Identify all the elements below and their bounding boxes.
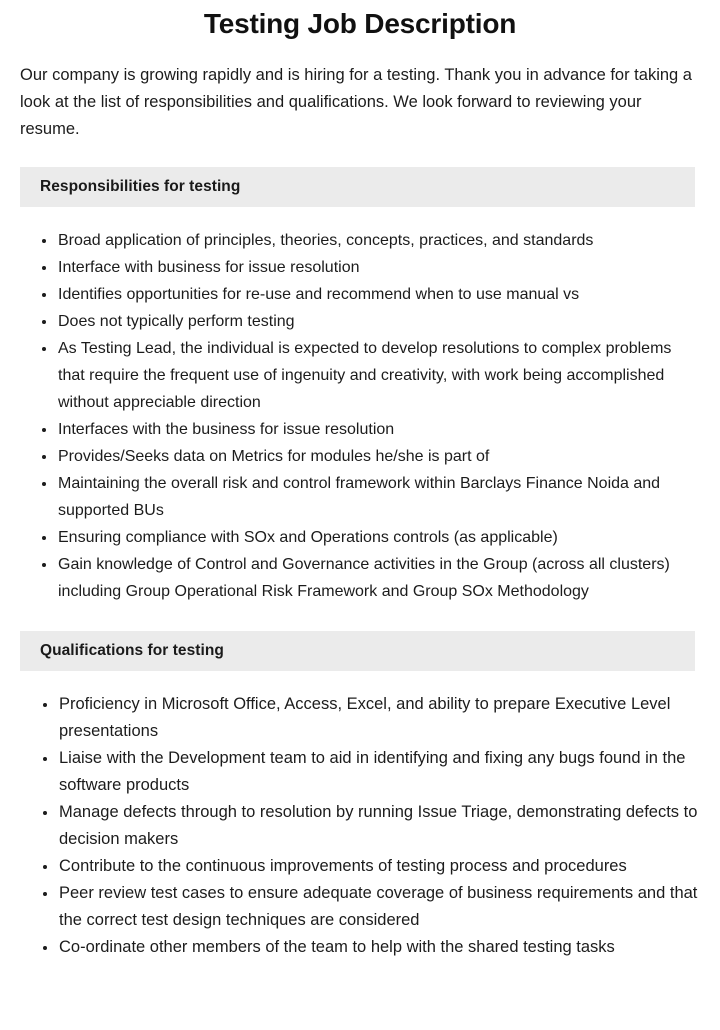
qualifications-list <box>0 691 720 961</box>
section-title-qualifications: Qualifications for testing <box>40 642 224 659</box>
page-title: Testing Job Description <box>203 8 517 39</box>
list-item: Gain knowledge of Control and Governance activities in the Group (across all clusters) including Group Operational Risk Framework and Group SOx Methodology <box>0 551 720 605</box>
list-item: Interfaces with the business for issue resolution <box>0 416 720 443</box>
list-item: Manage defects through to resolution by running Issue Triage, demonstrating defects to decision makers <box>0 799 720 853</box>
list-item: Broad application of principles, theories, concepts, practices, and standards <box>0 227 720 254</box>
list-item: Does not typically perform testing <box>0 308 720 335</box>
intro-paragraph: Our company is growing rapidly and is hiring for a testing. Thank you in advance for taking a look at the list of responsibilities and qualifications. We look forward to reviewing your resume. <box>20 66 692 138</box>
section-title-responsibilities: Responsibilities for testing <box>40 178 241 195</box>
list-item: Contribute to the continuous improvements of testing process and procedures <box>0 853 720 880</box>
list-item: Provides/Seeks data on Metrics for modules he/she is part of <box>0 443 720 470</box>
list-item: Maintaining the overall risk and control framework within Barclays Finance Noida and supported BUs <box>0 470 720 524</box>
list-item: Peer review test cases to ensure adequate coverage of business requirements and that the correct test design techniques are considered <box>0 880 720 934</box>
list-item: As Testing Lead, the individual is expected to develop resolutions to complex problems that require the frequent use of ingenuity and creativity, with work being accomplished without appreciable direction <box>0 335 720 416</box>
responsibilities-list <box>0 227 720 605</box>
section-header-responsibilities <box>20 167 695 207</box>
list-item: Identifies opportunities for re-use and recommend when to use manual vs <box>0 281 720 308</box>
list-item: Proficiency in Microsoft Office, Access, Excel, and ability to prepare Executive Level presentations <box>0 691 720 745</box>
list-item: Co-ordinate other members of the team to help with the shared testing tasks <box>0 934 720 961</box>
section-header-qualifications <box>20 631 695 671</box>
list-item: Interface with business for issue resolution <box>0 254 720 281</box>
list-item: Ensuring compliance with SOx and Operations controls (as applicable) <box>0 524 720 551</box>
list-item: Liaise with the Development team to aid in identifying and fixing any bugs found in the software products <box>0 745 720 799</box>
